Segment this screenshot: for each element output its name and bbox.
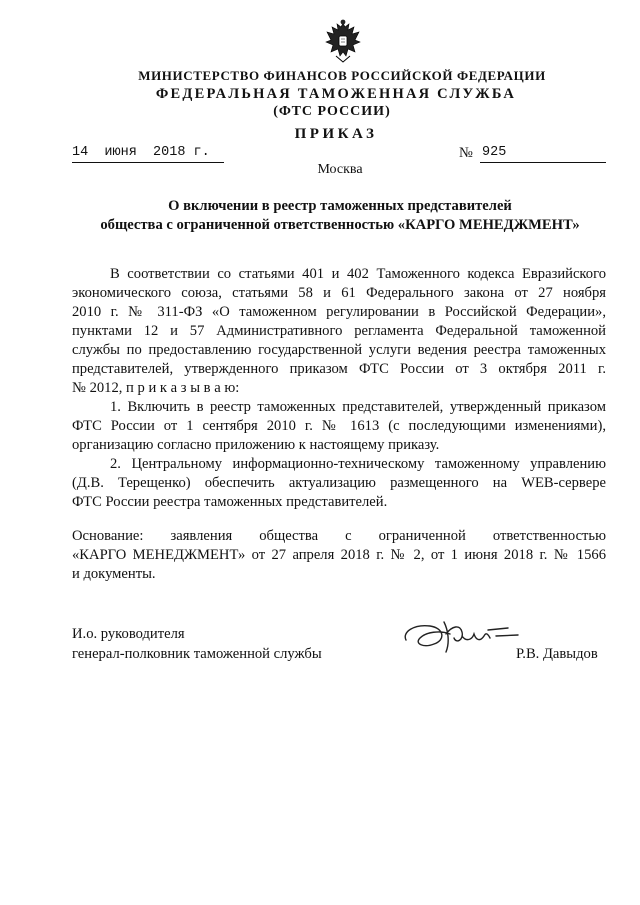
document-title-line-1: О включении в реестр таможенных представителей bbox=[168, 198, 512, 214]
body-line: организацию согласно приложению к настоящему приказу. bbox=[72, 437, 440, 453]
body-line: 1. Включить в реестр таможенных представителей, утвержденный приказом bbox=[110, 399, 606, 415]
body-line: представителей, утвержденного приказом ФТС России от 3 октября 2011 г. bbox=[72, 361, 606, 377]
body-line: ФТС России от 1 сентября 2010 г. № 1613 (с последующими изменениями), bbox=[72, 418, 606, 434]
ministry-name: МИНИСТЕРСТВО ФИНАНСОВ РОССИЙСКОЙ ФЕДЕРАЦИИ bbox=[138, 68, 546, 83]
body-line: 2. Центральному информационно-техническому таможенному управлению bbox=[110, 456, 606, 472]
handwritten-signature bbox=[400, 614, 522, 658]
service-name: ФЕДЕРАЛЬНАЯ ТАМОЖЕННАЯ СЛУЖБА bbox=[155, 86, 517, 102]
basis-line: и документы. bbox=[72, 566, 156, 582]
basis-line: «КАРГО МЕНЕДЖМЕНТ» от 27 апреля 2018 г. № 2, от 1 июня 2018 г. № 1566 bbox=[72, 547, 606, 563]
body-line: пунктами 12 и 57 Административного регламента Федеральной таможенной bbox=[72, 323, 606, 339]
body-line: № 2012, п р и к а з ы в а ю: bbox=[72, 380, 240, 396]
body-line: службы по предоставлению государственной услуги ведения реестра таможенных bbox=[72, 342, 606, 358]
city: Москва bbox=[317, 162, 363, 177]
document-type: ПРИКАЗ bbox=[294, 126, 378, 142]
basis-line: Основание: заявления общества с ограниченной ответственностью bbox=[72, 528, 606, 544]
order-number-label: № bbox=[459, 145, 473, 161]
signatory-position-line-2: генерал-полковник таможенной службы bbox=[72, 646, 322, 662]
body-line: (Д.В. Терещенко) обеспечить актуализацию размещенного на WEB-сервере bbox=[72, 475, 606, 491]
body-line: 2010 г. № 311-ФЗ «О таможенном регулировании в Российской Федерации», bbox=[72, 304, 606, 320]
order-number: 925 bbox=[480, 145, 606, 163]
body-line: экономического союза, статьями 58 и 61 Федерального закона от 27 ноября bbox=[72, 285, 606, 301]
signatory-position-line-1: И.о. руководителя bbox=[72, 626, 185, 642]
service-abbreviation: (ФТС РОССИИ) bbox=[273, 104, 391, 119]
document-title-line-2: общества с ограниченной ответственностью «КАРГО МЕНЕДЖМЕНТ» bbox=[100, 217, 580, 233]
emblem-icon bbox=[322, 18, 364, 64]
signatory-name: Р.В. Давыдов bbox=[516, 646, 598, 662]
body-line: ФТС России реестра таможенных представителей. bbox=[72, 494, 388, 510]
body-line: В соответствии со статьями 401 и 402 Таможенного кодекса Евразийского bbox=[110, 266, 606, 282]
order-date: 14 июня 2018 г. bbox=[72, 145, 224, 163]
